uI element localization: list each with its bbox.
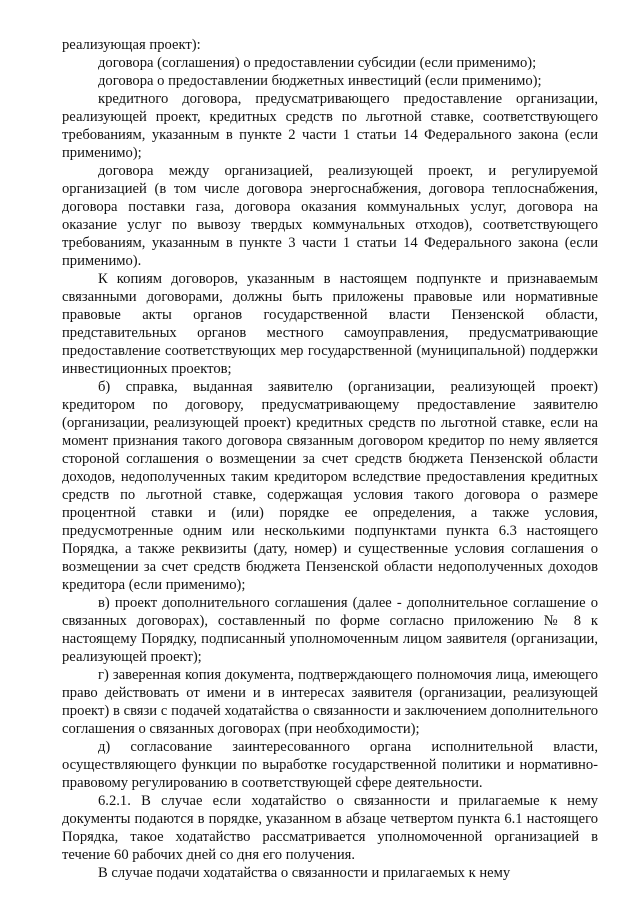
document-page (62, 36, 598, 882)
paragraph: реализующая проект): (62, 37, 201, 53)
paragraph: б) справка, выданная заявителю (организации, реализующей проект) кредитором по договору, предусматривающему предоставление заявителю (организации, реализующей проект) кредитных средств по льготной ставке, если на момент признания такого договора связанным договором кредитор по нему является стороной соглашения о возмещении за счет средств бюджета Пензенской области доходов, недополученных таким кредитором вследствие предоставления кредитных средств по льготной ставке, содержащая условия такого договора о размере процентной ставки и (или) порядке ее определения, а также условия, предусмотренные одним или несколькими подпунктами пункта 6.3 настоящего Порядка, а также реквизиты (дату, номер) и существенные условия соглашения о возмещении за счет средств бюджета Пензенской области недополученных доходов кредитора (если применимо); (62, 379, 598, 593)
paragraph: 6.2.1. В случае если ходатайство о связанности и прилагаемые к нему документы подаются в порядке, указанном в абзаце четвертом пункта 6.1 настоящего Порядка, такое ходатайство рассматривается уполномоченной организацией в течение 60 рабочих дней со дня его получения. (62, 793, 598, 863)
paragraph: К копиям договоров, указанным в настоящем подпункте и признаваемым связанными договорами, должны быть приложены правовые или нормативные правовые акты органов государственной власти Пензенской области, представительных органов местного самоуправления, предусматривающие предоставление соответствующих мер государственной (муниципальной) поддержки инвестиционных проектов; (62, 271, 598, 377)
paragraph: кредитного договора, предусматривающего предоставление организации, реализующей проект, кредитных средств по льготной ставке, соответствующего требованиям, указанным в пункте 2 части 1 статьи 14 Федерального закона (если применимо); (62, 91, 598, 161)
paragraph: д) согласование заинтересованного органа исполнительной власти, осуществляющего функции по выработке государственной политики и нормативно-правовому регулированию в соответствующей сфере деятельности. (62, 739, 598, 791)
paragraph: договора о предоставлении бюджетных инвестиций (если применимо); (98, 73, 542, 89)
paragraph: в) проект дополнительного соглашения (далее - дополнительное соглашение о связанных договорах), составленный по форме согласно приложению № 8 к настоящему Порядку, подписанный уполномоченным лицом заявителя (организации, реализующей проект); (62, 595, 598, 665)
paragraph: г) заверенная копия документа, подтверждающего полномочия лица, имеющего право действовать от имени и в интересах заявителя (организации, реализующей проект) в связи с подачей ходатайства о связанности и заключением дополнительного соглашения о связанных договорах (при необходимости); (62, 667, 598, 737)
paragraph: договора (соглашения) о предоставлении субсидии (если применимо); (98, 55, 537, 71)
paragraph: договора между организацией, реализующей проект, и регулируемой организацией (в том числе договора энергоснабжения, договора теплоснабжения, договора поставки газа, договора оказания коммунальных услуг, договора на оказание услуг по вывозу твердых коммунальных отходов), соответствующего требованиям, указанным в пункте 3 части 1 статьи 14 Федерального закона (если применимо). (62, 163, 598, 269)
paragraph: В случае подачи ходатайства о связанности и прилагаемых к нему (98, 865, 511, 881)
